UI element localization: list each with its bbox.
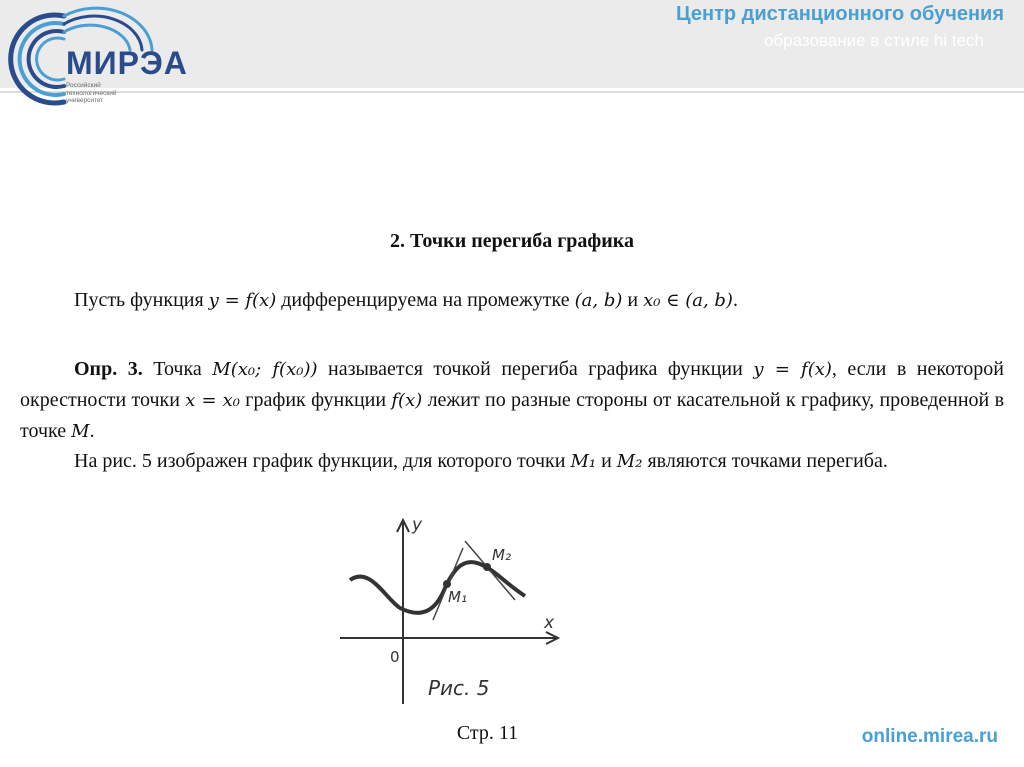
page-number: Стр. 11 xyxy=(456,722,519,744)
p2-text-2: называется точкой перегиба графика функции xyxy=(317,358,754,380)
point-m2 xyxy=(483,563,491,571)
p3-text-2: и xyxy=(596,450,617,472)
point-m2-label: M₂ xyxy=(492,546,511,564)
p2-text-3: , если в некоторой окрестности точки xyxy=(20,358,1005,411)
center-subtitle: образование в стиле hi tech xyxy=(763,31,984,50)
footer-url[interactable]: online.mirea.ru xyxy=(861,726,998,747)
p2-math-1: M(x₀; f(x₀)) xyxy=(212,359,318,380)
p2-math-5: M xyxy=(71,421,90,442)
p1-text-3: и xyxy=(622,289,644,311)
p3-math-2: M₂ xyxy=(616,451,643,472)
logo-text: МИРЭА xyxy=(66,45,188,81)
p1-math-3: x₀ ∈ (a, b) xyxy=(643,290,733,311)
center-title: Центр дистанционного обучения xyxy=(676,3,1004,25)
p2-text-6: . xyxy=(89,420,95,442)
p2-text-1: Точка xyxy=(142,358,213,380)
point-m1 xyxy=(443,580,451,588)
p2-math-3: x = x₀ xyxy=(185,390,240,411)
header xyxy=(0,0,1024,115)
p1-text-4: . xyxy=(732,289,738,311)
paragraph-definition xyxy=(20,354,1004,447)
p3-math-1: M₁ xyxy=(570,451,597,472)
point-m1-label: M₁ xyxy=(448,588,467,606)
y-axis-label: y xyxy=(412,515,423,535)
function-curve xyxy=(350,562,525,613)
p1-text-2: дифференцируема на промежутке xyxy=(276,289,575,311)
p3-text-3: являются точками перегиба. xyxy=(642,450,888,472)
paragraph-3 xyxy=(20,446,1004,477)
figure-caption: Рис. 5 xyxy=(428,676,490,700)
p1-math-1: y = f(x) xyxy=(208,290,277,311)
p2-math-2: y = f(x) xyxy=(753,359,832,380)
p3-text-1: На рис. 5 изображен график функции, для которого точки xyxy=(74,450,571,472)
logo-subtitle: Российский технологический университет xyxy=(66,82,117,104)
p2-text-4: график функции xyxy=(239,389,392,411)
section-title: 2. Точки перегиба графика xyxy=(389,230,635,252)
mirea-logo xyxy=(2,2,202,112)
p1-math-2: (a, b) xyxy=(574,290,623,311)
x-axis-label: x xyxy=(544,613,555,633)
p2-math-4: f(x) xyxy=(391,390,423,411)
p2-text-5: лежит по разные стороны от касательной к графику, проведенной в точке xyxy=(20,389,1005,442)
definition-lead: Опр. 3. xyxy=(74,358,143,380)
paragraph-1 xyxy=(20,285,1004,316)
p1-text-1: Пусть функция xyxy=(74,289,209,311)
origin-label: 0 xyxy=(390,648,400,666)
